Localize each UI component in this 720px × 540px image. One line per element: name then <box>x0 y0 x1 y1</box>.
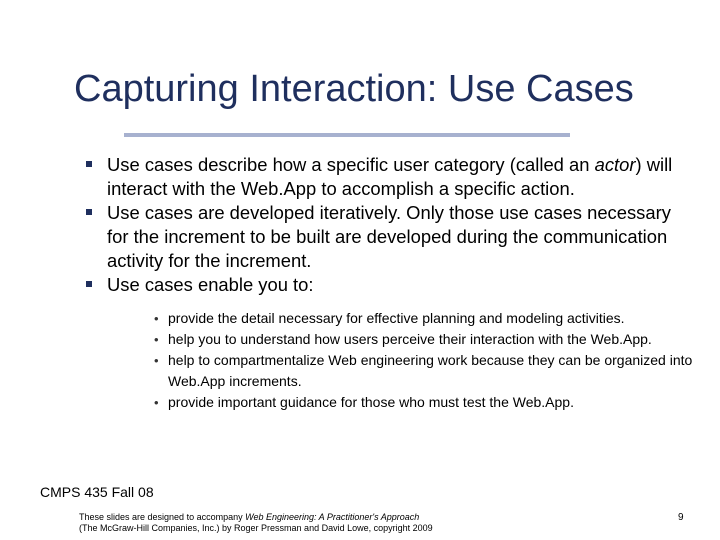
sub-bullet-text: help you to understand how users perceive their interaction with the Web.App. <box>168 331 652 347</box>
square-bullet-icon <box>86 281 92 287</box>
sub-bullet-text: help to compartmentalize Web engineering work because they can be organized into Web.App increments. <box>168 352 693 389</box>
footer-credit <box>79 512 433 534</box>
bullet-list <box>86 153 706 297</box>
dot-bullet-icon: • <box>154 395 159 410</box>
bullet-italic-text: actor <box>594 154 636 175</box>
footer-text: These slides are designed to accompany <box>79 512 246 522</box>
bullet-text: ) will interact with the Web.App to accomplish a specific action. <box>107 154 673 199</box>
sub-bullet-list <box>154 308 704 413</box>
sub-bullet-item <box>154 392 704 413</box>
slide-title: Capturing Interaction: Use Cases <box>74 68 634 110</box>
sub-bullet-text: provide the detail necessary for effective planning and modeling activities. <box>168 310 625 326</box>
dot-bullet-icon: • <box>154 311 159 326</box>
sub-bullet-item <box>154 308 704 329</box>
page-number: 9 <box>678 512 684 523</box>
bullet-text: Use cases enable you to: <box>107 274 314 295</box>
dot-bullet-icon: • <box>154 353 159 368</box>
sub-bullet-text: provide important guidance for those who must test the Web.App. <box>168 394 574 410</box>
bullet-text: Use cases are developed iteratively. Only those use cases necessary for the increment to be built are developed during the communication activity for the increment. <box>107 202 671 271</box>
footer-text: (The McGraw-Hill Companies, Inc.) by Roger Pressman and David Lowe, copyright 2009 <box>79 523 433 533</box>
dot-bullet-icon: • <box>154 332 159 347</box>
course-label: CMPS 435 Fall 08 <box>40 484 154 500</box>
bullet-item <box>86 273 706 297</box>
bullet-item <box>86 201 706 273</box>
title-underline <box>124 133 570 137</box>
square-bullet-icon <box>86 209 92 215</box>
footer-book-title: Web Engineering: A Practitioner's Approach <box>245 512 420 522</box>
square-bullet-icon <box>86 161 92 167</box>
sub-bullet-item <box>154 329 704 350</box>
sub-bullet-item <box>154 350 704 392</box>
bullet-text: Use cases describe how a specific user category (called an <box>107 154 595 175</box>
bullet-item <box>86 153 706 201</box>
